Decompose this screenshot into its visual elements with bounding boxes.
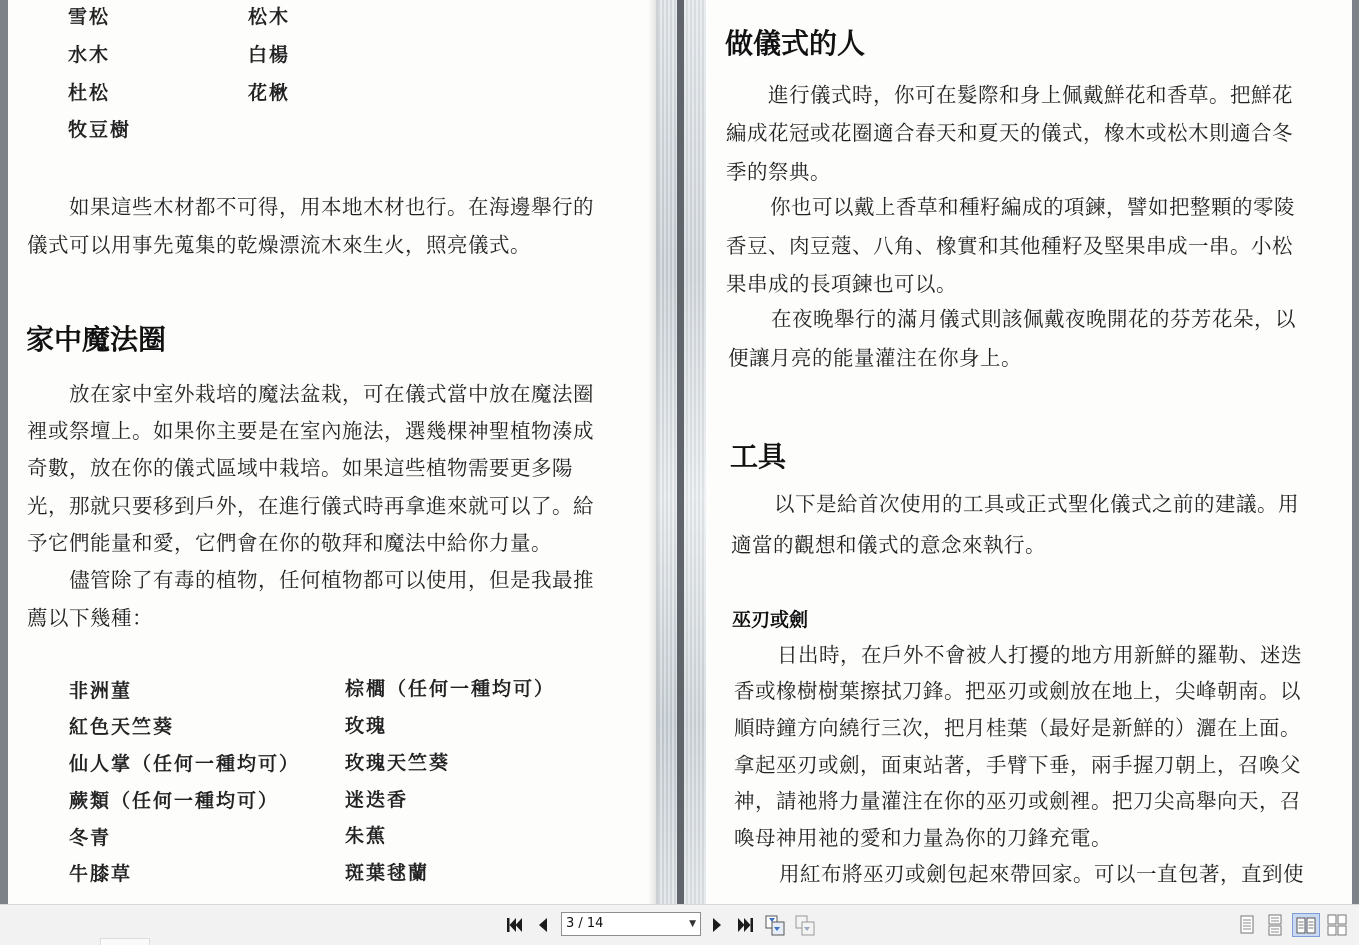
two-page-view-icon	[1293, 914, 1319, 938]
paragraph-line: 香豆、肉豆蔻、八角、橡實和其他種籽及堅果串成一串。小松	[726, 234, 1293, 258]
paragraph-line: 拿起巫刃或劍，面東站著，手臂下垂，兩手握刀朝上，召喚父	[734, 753, 1301, 777]
next-page-button[interactable]	[706, 913, 728, 937]
paragraph-line: 放在家中室外栽培的魔法盆栽，可在儀式當中放在魔法圈	[69, 382, 594, 406]
first-page-button[interactable]	[504, 913, 526, 937]
paragraph-line: 在夜晚舉行的滿月儀式則該佩戴夜晚開花的芬芳花朵，以	[771, 307, 1296, 331]
plant-item: 棕櫚（任何一種均可）	[345, 678, 556, 700]
plant-item: 仙人掌（任何一種均可）	[69, 753, 301, 775]
paragraph-line: 薦以下幾種：	[27, 606, 153, 630]
paragraph-line: 編成花冠或花圈適合春天和夏天的儀式，橡木或松木則適合冬	[726, 121, 1293, 145]
plant-item: 牛膝草	[69, 863, 133, 885]
single-page-view-button[interactable]	[1236, 913, 1258, 937]
paragraph-line: 奇數，放在你的儀式區域中栽培。如果這些植物需要更多陽	[27, 456, 573, 480]
paragraph-line: 儀式可以用事先蒐集的乾燥漂流木來生火，照亮儀式。	[27, 233, 531, 257]
previous-page-button[interactable]	[532, 913, 554, 937]
two-page-continuous-view-icon	[1326, 913, 1348, 937]
viewer-toolbar	[0, 904, 1359, 945]
paragraph-line: 喚母神用祂的愛和力量為你的刀鋒充電。	[734, 826, 1112, 850]
subsection-heading: 巫刃或劍	[732, 609, 809, 631]
first-page-icon	[504, 913, 526, 937]
paragraph-line: 神，請祂將力量灌注在你的巫刃或劍裡。把刀尖高舉向天，召	[734, 789, 1301, 813]
page-binding-decoration	[656, 0, 678, 904]
plant-item: 花楸	[248, 82, 291, 104]
next-page-icon	[706, 913, 728, 937]
page-number-select[interactable]	[561, 912, 701, 936]
plant-item: 水木	[68, 44, 111, 66]
plant-item: 玫瑰天竺葵	[345, 752, 451, 774]
two-page-continuous-view-button[interactable]	[1326, 913, 1348, 937]
paragraph-line: 儘管除了有毒的植物，任何植物都可以使用，但是我最推	[69, 568, 594, 592]
right-page	[684, 0, 1352, 904]
paragraph-line: 予它們能量和愛，它們會在你的敬拜和魔法中給你力量。	[27, 531, 552, 555]
page-separator	[677, 0, 684, 904]
plant-item: 非洲菫	[69, 680, 133, 702]
section-heading: 家中魔法圈	[26, 323, 167, 356]
paragraph-line: 你也可以戴上香草和種籽編成的項鍊，譬如把整顆的零陵	[770, 195, 1295, 219]
go-back-icon	[764, 913, 786, 937]
page-shadow	[648, 0, 658, 904]
plant-item: 紅色天竺葵	[69, 716, 175, 738]
plant-item: 冬青	[69, 827, 112, 849]
page-indicator: 3 / 14	[566, 916, 604, 931]
last-page-button[interactable]	[734, 913, 756, 937]
plant-item: 杜松	[68, 82, 111, 104]
chevron-down-icon: ▼	[689, 919, 696, 929]
plant-item: 松木	[248, 6, 291, 28]
continuous-view-icon	[1264, 913, 1286, 937]
paragraph-line: 適當的觀想和儀式的意念來執行。	[731, 533, 1046, 557]
go-forward-button[interactable]	[794, 913, 816, 937]
plant-item: 朱蕉	[345, 825, 388, 847]
section-heading: 做儀式的人	[725, 27, 866, 60]
page-binding-decoration	[684, 0, 706, 904]
go-forward-icon	[794, 913, 816, 937]
paragraph-line: 光，那就只要移到戶外，在進行儀式時再拿進來就可以了。給	[27, 494, 594, 518]
paragraph-line: 香或橡樹樹葉擦拭刀鋒。把巫刃或劍放在地上，尖峰朝南。以	[734, 679, 1301, 703]
section-heading: 工具	[730, 440, 787, 473]
continuous-view-button[interactable]	[1264, 913, 1286, 937]
paragraph-line: 用紅布將巫刃或劍包起來帶回家。可以一直包著，直到使	[779, 862, 1304, 886]
paragraph-line: 如果這些木材都不可得，用本地木材也行。在海邊舉行的	[69, 195, 594, 219]
paragraph-line: 順時鐘方向繞行三次，把月桂葉（最好是新鮮的）灑在上面。	[734, 716, 1301, 740]
paragraph-line: 果串成的長項鍊也可以。	[726, 272, 957, 296]
plant-item: 蕨類（任何一種均可）	[69, 790, 280, 812]
go-back-button[interactable]	[764, 913, 786, 937]
plant-item: 雪松	[68, 6, 111, 28]
plant-item: 牧豆樹	[68, 119, 132, 141]
paragraph-line: 裡或祭壇上。如果你主要是在室內施法，選幾棵神聖植物湊成	[27, 419, 594, 443]
two-page-view-button[interactable]	[1292, 913, 1320, 937]
paragraph-line: 季的祭典。	[726, 160, 831, 184]
single-page-view-icon	[1236, 913, 1258, 937]
left-page	[8, 0, 656, 904]
plant-item: 玫瑰	[345, 715, 388, 737]
paragraph-line: 進行儀式時，你可在髮際和身上佩戴鮮花和香草。把鮮花	[768, 83, 1293, 107]
paragraph-line: 以下是給首次使用的工具或正式聖化儀式之前的建議。用	[774, 492, 1299, 516]
plant-item: 白楊	[248, 44, 291, 66]
plant-item: 迷迭香	[345, 789, 409, 811]
last-page-icon	[734, 913, 756, 937]
previous-page-icon	[532, 913, 554, 937]
plant-item: 斑葉毬蘭	[345, 862, 430, 884]
paragraph-line: 日出時，在戶外不會被人打擾的地方用新鮮的羅勒、迷迭	[777, 643, 1302, 667]
paragraph-line: 便讓月亮的能量灌注在你身上。	[728, 346, 1022, 370]
